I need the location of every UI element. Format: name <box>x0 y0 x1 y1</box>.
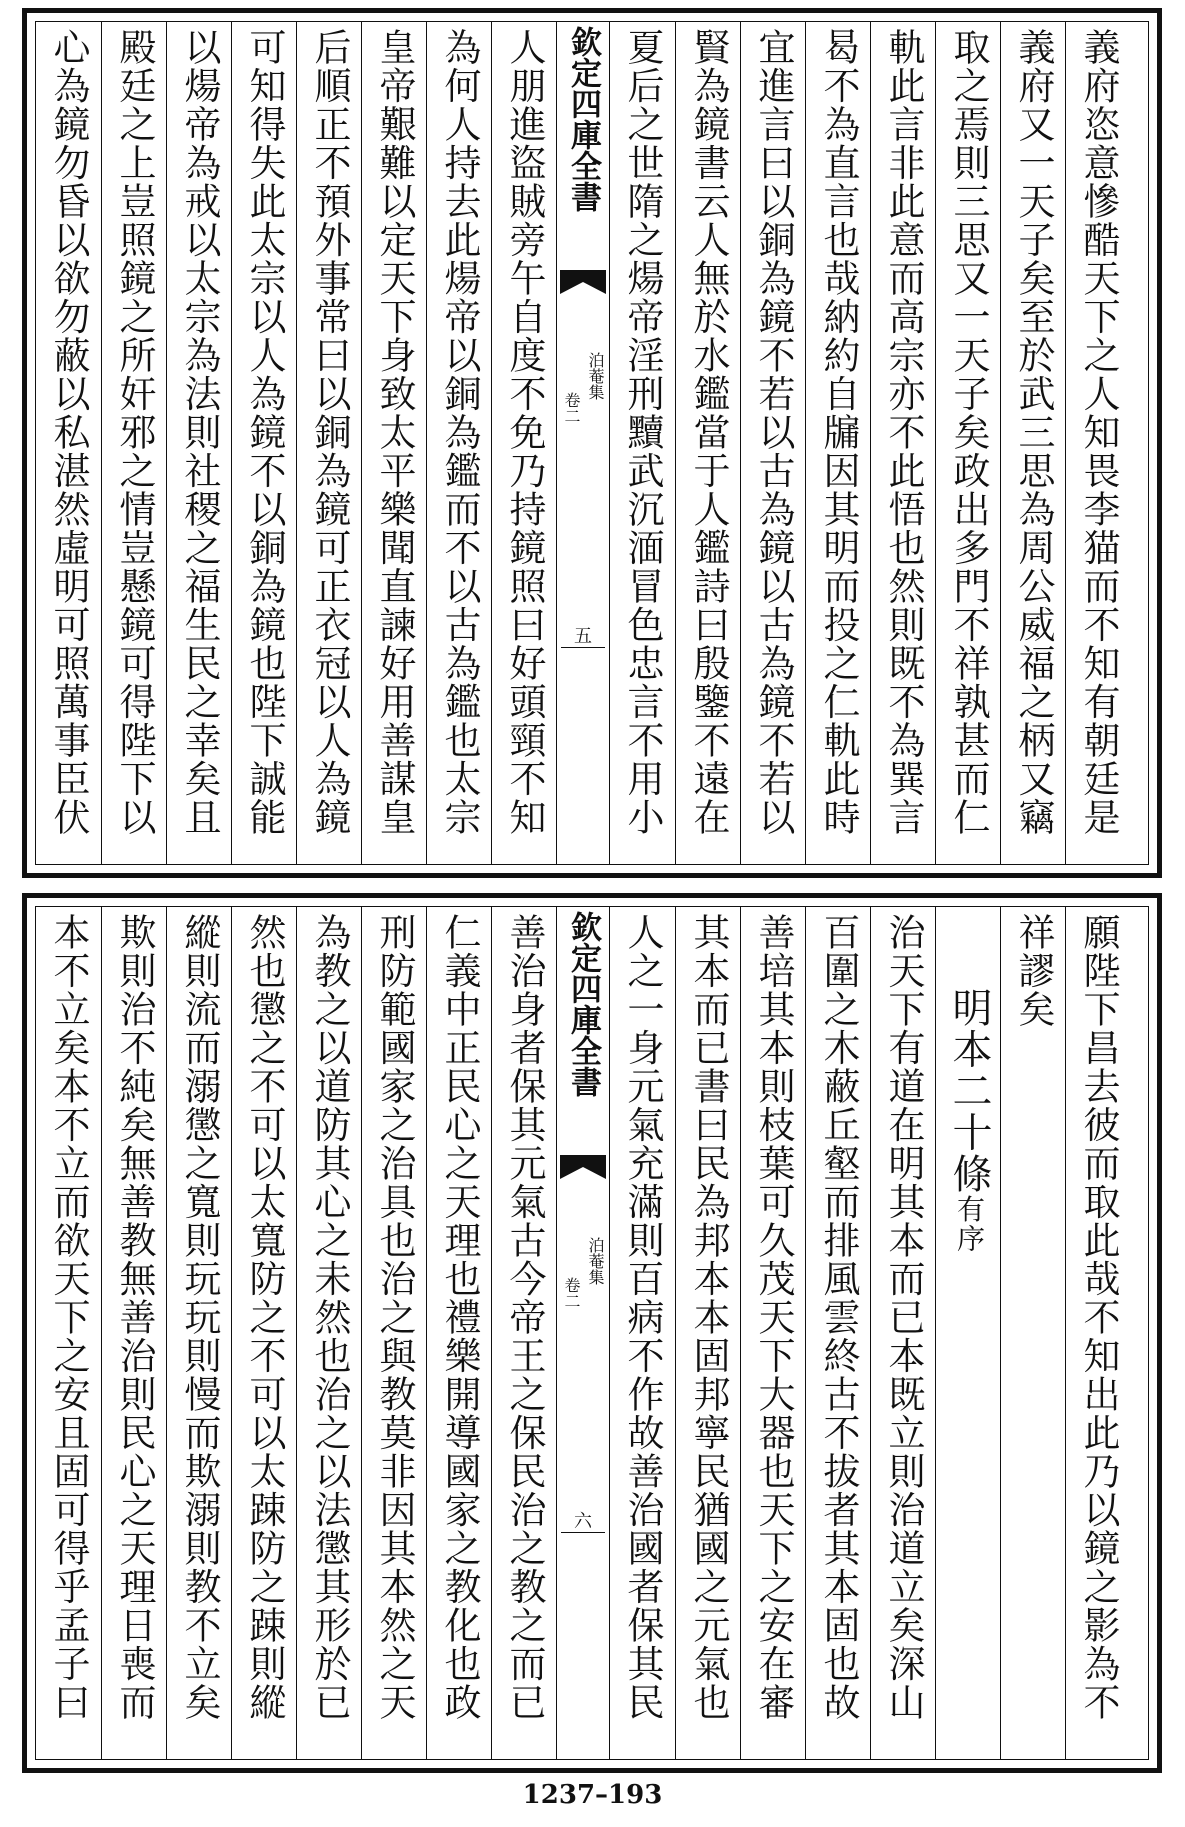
section-heading-column <box>935 907 1000 1759</box>
text-column <box>1065 907 1130 1759</box>
column-text: 治天下有道在明其本而已本既立則治道立矣深山 <box>882 913 925 1722</box>
text-column <box>1000 22 1065 864</box>
text-column <box>296 22 361 864</box>
text-column <box>935 22 1000 864</box>
footer-page-code: 1237–193 <box>522 1780 663 1810</box>
page-six-frame <box>35 906 1149 1760</box>
text-column <box>426 22 491 864</box>
column-text: 取之焉則三思又一天子矣政出多門不祥孰甚而仁 <box>947 28 990 837</box>
book-title: 泊菴集 <box>586 352 605 400</box>
text-column <box>361 907 426 1759</box>
volume-label: 卷二 <box>562 1277 581 1309</box>
text-column <box>491 907 556 1759</box>
column-text: 祥謬矣 <box>1012 913 1055 1029</box>
text-column <box>1065 22 1130 864</box>
column-text: 人朋進盜賊旁午自度不免乃持鏡照曰好頭頸不知 <box>503 28 546 837</box>
column-text: 義府又一天子矣至於武三思為周公威福之柄又竊 <box>1012 28 1055 837</box>
column-text: 為何人持去此煬帝以銅為鑑而不以古為鑑也太宗 <box>438 28 481 837</box>
text-column <box>426 907 491 1759</box>
column-text: 百圍之木蔽丘壑而排風雲終古不拔者其本固也故 <box>817 913 860 1722</box>
page-five-frame <box>35 21 1149 865</box>
page-number: 六 <box>574 1511 592 1532</box>
column-text: 仁義中正民心之天理也禮樂開導國家之教化也政 <box>438 913 481 1722</box>
column-text: 善培其本則枝葉可久茂天下大器也天下之安在審 <box>752 913 795 1722</box>
text-column <box>36 22 101 864</box>
text-column <box>296 907 361 1759</box>
text-column <box>491 22 556 864</box>
column-text: 皇帝艱難以定天下身致太平樂聞直諫好用善謀皇 <box>373 28 416 837</box>
text-column <box>740 907 805 1759</box>
column-text: 然也懲之不可以太寬防之不可以太踈防之踈則縱 <box>243 913 286 1722</box>
center-fold <box>556 907 610 1759</box>
page-five-panel <box>22 8 1162 878</box>
column-text: 願陛下昌去彼而取此哉不知出此乃以鏡之影為不 <box>1077 913 1120 1722</box>
fishtail-mark-icon <box>560 270 606 294</box>
column-text: 刑防範國家之治具也治之與教莫非因其本然之天 <box>373 913 416 1722</box>
section-note: 有序 <box>953 1194 986 1254</box>
column-text: 欺則治不純矣無善教無善治則民心之天理日喪而 <box>113 913 156 1722</box>
column-text: 心為鏡勿昏以欲勿蔽以私湛然虛明可照萬事臣伏 <box>47 28 90 837</box>
column-text: 人之一身元氣充滿則百病不作故善治國者保其民 <box>621 913 664 1722</box>
text-column <box>361 22 426 864</box>
page-number: 五 <box>574 626 592 647</box>
column-text: 賢為鏡書云人無於水鑑當于人鑑詩曰殷鑒不遠在 <box>687 28 730 837</box>
column-text: 殿廷之上豈照鏡之所奸邪之情豈懸鏡可得陛下以 <box>113 28 156 837</box>
text-column <box>101 22 166 864</box>
column-text: 可知得失此太宗以人為鏡不以銅為鏡也陛下誠能 <box>243 28 286 837</box>
column-text: 義府恣意慘酷天下之人知畏李猫而不知有朝廷是 <box>1077 28 1120 837</box>
center-fold <box>556 22 610 864</box>
page-rule <box>561 647 605 648</box>
column-text: 宜進言曰以銅為鏡不若以古為鏡以古為鏡不若以 <box>752 28 795 837</box>
book-title: 泊菴集 <box>586 1237 605 1285</box>
text-column <box>36 907 101 1759</box>
column-text: 軌此言非此意而高宗亦不此悟也然則既不為巽言 <box>882 28 925 837</box>
text-column <box>805 22 870 864</box>
collection-title: 欽定四庫全書 <box>565 26 601 212</box>
text-column <box>166 907 231 1759</box>
text-column <box>231 22 296 864</box>
column-text: 其本而已書曰民為邦本本固邦寧民猶國之元氣也 <box>687 913 730 1722</box>
section-heading <box>936 907 1000 1759</box>
section-title: 明本二十條 <box>946 987 992 1195</box>
column-text: 夏后之世隋之煬帝淫刑黷武沉湎冒色忠言不用小 <box>621 28 664 837</box>
column-text: 以煬帝為戒以太宗為法則社稷之福生民之幸矣且 <box>178 28 221 837</box>
text-column <box>1000 907 1065 1759</box>
text-column <box>231 907 296 1759</box>
collection-title: 欽定四庫全書 <box>565 911 601 1097</box>
column-text: 為教之以道防其心之未然也治之以法懲其形於已 <box>308 913 351 1722</box>
page-six-panel <box>22 893 1162 1773</box>
text-column <box>740 22 805 864</box>
column-text: 曷不為直言也哉納約自牖因其明而投之仁軌此時 <box>817 28 860 837</box>
volume-label: 卷二 <box>562 392 581 424</box>
text-column <box>610 22 675 864</box>
text-column <box>101 907 166 1759</box>
text-column <box>610 907 675 1759</box>
column-text: 本不立矣本不立而欲天下之安且固可得乎孟子曰 <box>47 913 90 1722</box>
text-column <box>870 22 935 864</box>
fishtail-mark-icon <box>560 1155 606 1179</box>
page-rule <box>561 1532 605 1533</box>
text-column <box>675 22 740 864</box>
column-text: 善治身者保其元氣古今帝王之保民治之教之而已 <box>503 913 546 1722</box>
text-column <box>675 907 740 1759</box>
column-text: 縱則流而溺懲之寬則玩玩則慢而欺溺則教不立矣 <box>178 913 221 1722</box>
column-text: 后順正不預外事常曰以銅為鏡可正衣冠以人為鏡 <box>308 28 351 837</box>
text-column <box>805 907 870 1759</box>
text-column <box>870 907 935 1759</box>
text-column <box>166 22 231 864</box>
